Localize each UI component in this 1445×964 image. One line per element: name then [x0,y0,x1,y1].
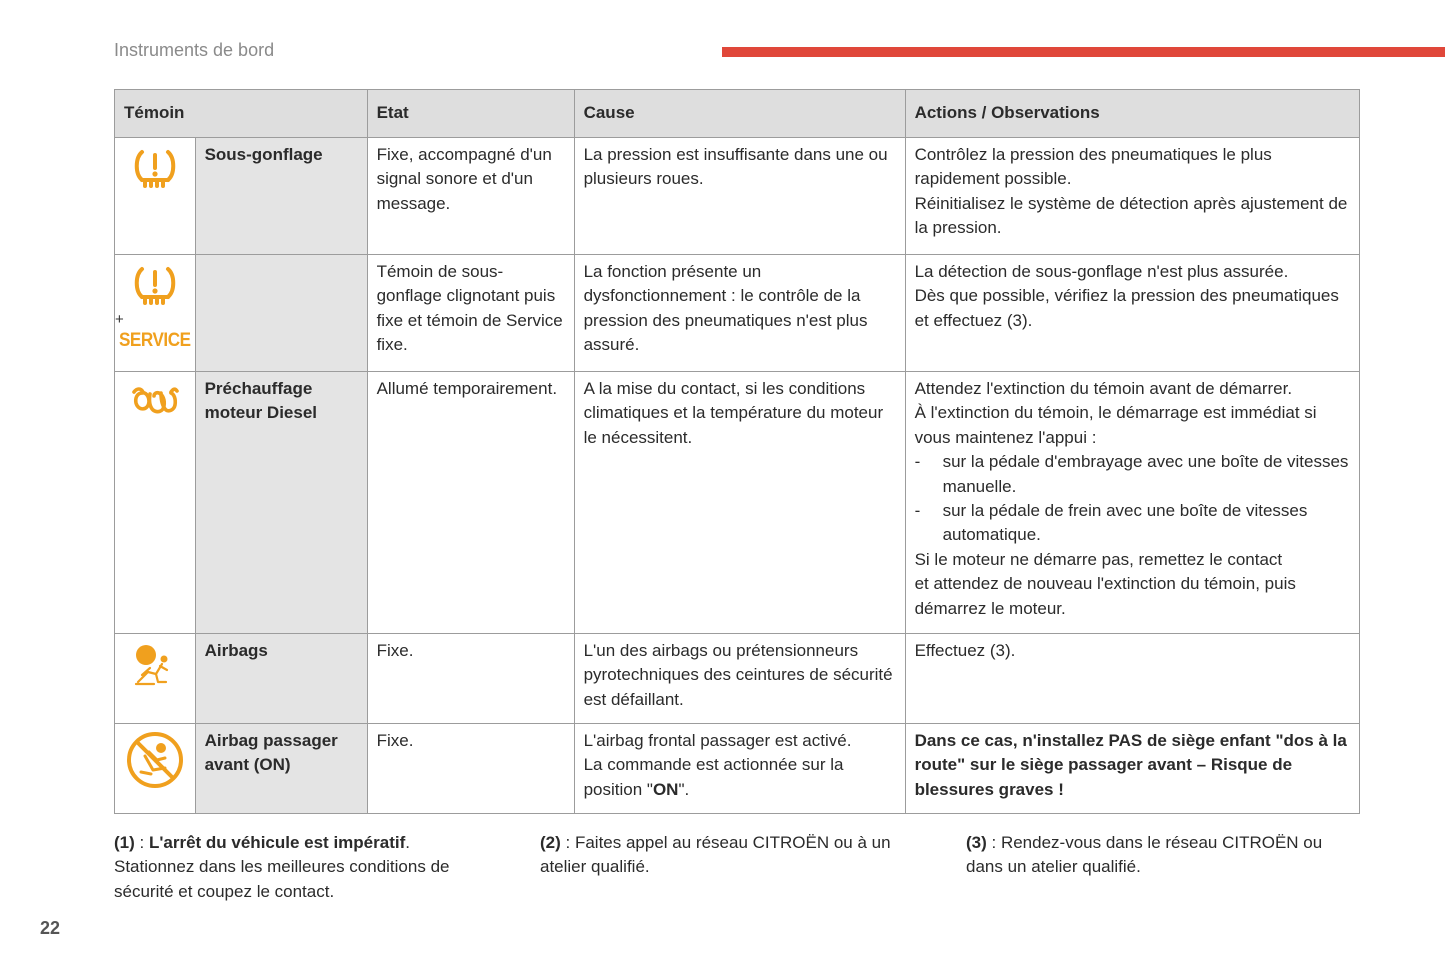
cause-pos-suffix: ". [678,779,690,799]
list-marker: - [914,501,921,521]
glow-plug-icon [131,380,179,420]
cause-cell [574,724,905,814]
footnote-sep: : [986,833,1001,852]
indicator-name: Airbag passager avant (ON) [195,724,367,814]
section-title: Instruments de bord [114,40,275,60]
state-cell: Fixe, accompagné d'un signal sonore et d'un message. [367,138,574,255]
cause-pos-prefix: position " [583,779,653,799]
action-line: Attendez l'extinction du témoin avant de démarrer. [914,379,1293,398]
icon-cell [115,634,196,724]
icon-cell [115,255,196,372]
state-cell: Témoin de sous-gonflage clignotant puis fixe et témoin de Service fixe. [367,255,574,372]
action-line: Réinitialisez le système de détection après ajustement de la pression. [914,193,1348,238]
footnote-text: Stationnez dans les meilleures conditions de sécurité et coupez le contact. [114,857,450,901]
column-header-temoin: Témoin [115,90,368,138]
tire-pressure-warning-icon [131,146,179,192]
actions-cell [905,255,1359,372]
footnote-ref: (2) [540,833,561,852]
indicator-name [195,255,367,372]
footnote-ref: (1) [114,833,135,852]
list-item-text: sur la pédale d'embrayage avec une boîte de vitesses manuelle. [942,452,1349,496]
page-number: 22 [40,918,61,938]
list-item [915,499,1349,548]
column-header-etat: Etat [367,90,574,138]
indicator-name: Préchauffage moteur Diesel [195,372,367,634]
state-cell: Fixe. [367,634,574,724]
footnote-sep: : [560,833,575,852]
cause-pos-value: ON [652,779,679,799]
cause-line [584,778,895,802]
cause-line: La commande est actionnée sur la [583,755,844,775]
warning-text: Dans ce cas, n'installez PAS de siège enfant "dos à la route" sur le siège passager avant – Risque de blessures graves ! [914,731,1347,799]
action-line: À l'extinction du témoin, le démarrage est immédiat si vous maintenez l'appui : [914,403,1317,447]
plus-sign: + [115,311,124,328]
footnote-ref: (3) [966,833,987,852]
cause-cell: A la mise du contact, si les conditions climatiques et la température du moteur le nécessitent. [574,372,905,634]
footnote-text: Faites appel au réseau CITROËN ou à un atelier qualifié. [540,833,891,877]
footnote-sep: : [134,833,149,852]
table-header-row [115,90,1360,138]
table-row [115,372,1360,634]
action-line: Dès que possible, vérifiez la pression des pneumatiques et effectuez (3). [914,286,1339,330]
footnote-1 [114,831,504,904]
indicator-name: Sous-gonflage [195,138,367,255]
table-row [115,634,1360,724]
table-row [115,724,1360,814]
cause-line: L'airbag frontal passager est activé. [583,731,852,750]
state-cell: Allumé temporairement. [367,372,574,634]
airbag-icon [130,642,180,690]
list-item [915,450,1349,499]
indicator-name: Airbags [195,634,367,724]
footnote-2 [540,831,940,880]
actions-cell [905,138,1359,255]
actions-cell [905,634,1359,724]
action-line: La détection de sous-gonflage n'est plus assurée. [914,262,1289,281]
header-accent-bar [722,47,1445,57]
table-row [115,255,1360,372]
tire-pressure-warning-icon [131,263,179,309]
icon-cell [115,372,196,634]
state-cell: Fixe. [367,724,574,814]
table-row [115,138,1360,255]
cause-cell: L'un des airbags ou prétensionneurs pyrotechniques des ceintures de sécurité est défaillant. [574,634,905,724]
action-line: et attendez de nouveau l'extinction du témoin, puis démarrez le moteur. [914,574,1296,618]
warning-lights-table [114,89,1360,814]
cause-cell: La fonction présente un dysfonctionnement : le contrôle de la pression des pneumatiques n'est plus assuré. [574,255,905,372]
footnote-3 [966,831,1360,880]
actions-cell [905,372,1359,634]
cause-cell: La pression est insuffisante dans une ou plusieurs roues. [574,138,905,255]
footnote-text: Rendez-vous dans le réseau CITROËN ou dans un atelier qualifié. [966,833,1323,877]
actions-cell [905,724,1359,814]
column-header-cause: Cause [574,90,905,138]
list-item-text: sur la pédale de frein avec une boîte de vitesses automatique. [942,501,1308,545]
icon-cell [115,724,196,814]
action-line: Effectuez (3). [914,641,1016,660]
footnote-period: . [405,833,410,852]
action-line: Contrôlez la pression des pneumatiques le plus rapidement possible. [914,145,1272,189]
footnote-emphasis: L'arrêt du véhicule est impératif [148,833,406,852]
icon-cell [115,138,196,255]
column-header-actions: Actions / Observations [905,90,1359,138]
list-marker: - [914,452,921,472]
passenger-airbag-on-icon [125,730,185,790]
service-icon: SERVICE [118,330,191,351]
action-line: Si le moteur ne démarre pas, remettez le contact [914,549,1283,569]
